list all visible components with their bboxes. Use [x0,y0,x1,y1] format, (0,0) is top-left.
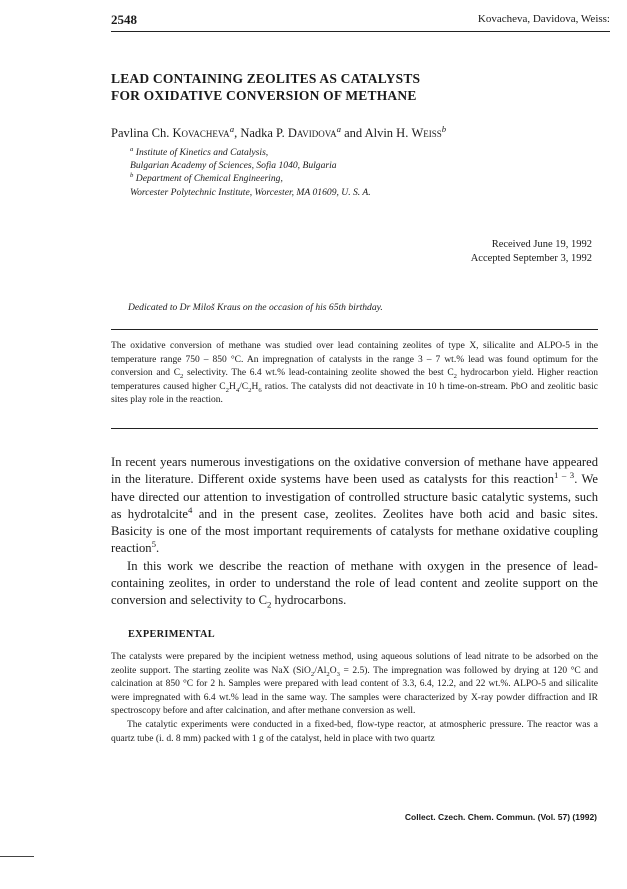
affil-a-line-1: Institute of Kinetics and Catalysis, [135,147,269,158]
intro-paragraph-1 [111,454,598,558]
author-3-first: and Alvin H. [340,126,412,140]
exp-sub: 2 [310,670,315,678]
author-list [111,123,447,141]
affil-b-line-1: Department of Chemical Engineering, [135,173,283,185]
exp-text: The catalysts were prepared by the incipient wetness method, using aqueous solutions of lead nitrate to be adsorbed on the zeolite support. The starting zeolite was NaX (SiO [111,652,598,676]
author-3-last: Weiss [411,126,442,140]
journal-footer: Collect. Czech. Chem. Commun. (Vol. 57) (1992) [404,812,597,822]
intro-text: hydrocarbons. [271,593,347,608]
intro-text: . [155,541,160,556]
dates [471,238,592,266]
affiliations [130,146,371,199]
article-title [111,70,531,104]
abstract-formula: H [251,381,259,392]
exp-text: O [329,665,337,676]
page-number: 2548 [111,12,137,27]
dedication: Dedicated to Dr Miloš Kraus on the occasion of his 65th birthday. [128,302,383,313]
abstract-text-3: hydrocarbon yield. Higher reaction temperatures caused higher C [111,368,598,392]
citation: 4 [187,504,193,515]
abstract-sub: 4 [235,386,240,394]
abstract-sub: 2 [180,372,184,380]
author-2-first: , Nadka P. [234,126,288,140]
exp-sub: 2 [326,670,330,678]
citation: 5 [151,539,156,550]
abstract-top-rule [111,329,598,330]
exp-text: = 2.5). The impregnation was followed by drying at 120 °C and calcination at 850 °C for 2 h. Samples were prepared with lead content of 3.3, 6.4, 12.2, and 22 wt.%. ALPO-5 and silicalite were impregnated with 6.4 wt.% lead in the same way. The samples were characterized by X-ray powder diffraction and IR spectroscopy before and after calcination, and after methane conversion as well. [111,665,599,717]
affil-a-line-2: Bulgarian Academy of Sciences, Sofia 1040, Bulgaria [130,160,337,172]
author-2-last: Davidova [287,126,337,140]
received-date: Received June 19, 1992 [491,239,592,250]
abstract-sub: 2 [225,386,229,394]
author-1-first: Pavlina Ch. [111,126,173,140]
accepted-date: Accepted September 3, 1992 [470,253,592,264]
abstract-formula: /C [239,381,249,392]
affil-b-sup: b [130,172,134,180]
abstract-text-4: ratios. The catalysts did not deactivate in 10 h time-on-stream. PbO and zeolitic basic sites play role in the reaction. [111,381,598,405]
section-heading-experimental: EXPERIMENTAL [128,629,215,640]
abstract-text-1: The oxidative conversion of methane was studied over lead containing zeolites of type X, silicalite and ALPO-5 in the temperature range 750 – 850 °C. An impregnation of catalysts in the range 3 – 7 wt.% lead was found optimum for the conversion and C [111,341,598,378]
citation: 1 – 3 [554,470,575,481]
abstract [111,340,598,408]
abstract-sub: 2 [453,372,457,380]
exp-sub: 3 [336,670,340,678]
experimental-paragraph-1 [111,651,598,719]
intro-sub: 2 [267,599,272,610]
title-line-2: FOR OXIDATIVE CONVERSION OF METHANE [111,88,417,103]
scan-mark [0,856,34,857]
intro-text: and in the present case, zeolites. Zeolites have both acid and basic sites. Basicity is one of the most important requirements of catalysts for methane oxidative coupling reaction [111,506,598,556]
affil-b-line-2: Worcester Polytechnic Institute, Worcester, MA 01609, U. S. A. [130,186,371,198]
author-1-sup: a [229,123,235,134]
exp-text: /Al [314,665,327,676]
abstract-text-2: selectivity. The 6.4 wt.% lead-containing zeolite showed the best C [183,368,454,378]
affil-a-sup: a [130,145,134,153]
intro-text: In this work we describe the reaction of methane with oxygen in the presence of lead-containing zeolites, in order to understand the role of lead content and zeolite support on the conversion and selectivity to C [111,558,598,608]
abstract-bottom-rule [111,428,598,429]
abstract-sub: 6 [258,386,262,394]
experimental-text [111,651,598,746]
header-rule [111,31,610,32]
author-3-sup: b [441,123,447,134]
experimental-paragraph-2: The catalytic experiments were conducted in a fixed-bed, flow-type reactor, at atmospheric pressure. The reactor was a quartz tube (i. d. 8 mm) packed with 1 g of the catalyst, held in place with two quartz [111,719,598,744]
intro-text: . We have directed our attention to investigation of controlled structure basic catalytic systems, such as hydrotalcite [111,472,598,521]
intro-paragraph-2 [111,558,598,610]
title-line-1: LEAD CONTAINING ZEOLITES AS CATALYSTS [111,71,421,86]
abstract-formula: H [228,381,236,392]
abstract-sub: 2 [248,386,252,394]
running-header-authors: Kovacheva, Davidova, Weiss: [477,13,610,25]
introduction [111,454,598,610]
author-2-sup: a [336,123,341,134]
author-1-last: Kovacheva [172,126,230,140]
intro-text: In recent years numerous investigations on the oxidative conversion of methane have appeared in the literature. Different oxide systems have been used as catalysts for this reaction [111,455,598,487]
